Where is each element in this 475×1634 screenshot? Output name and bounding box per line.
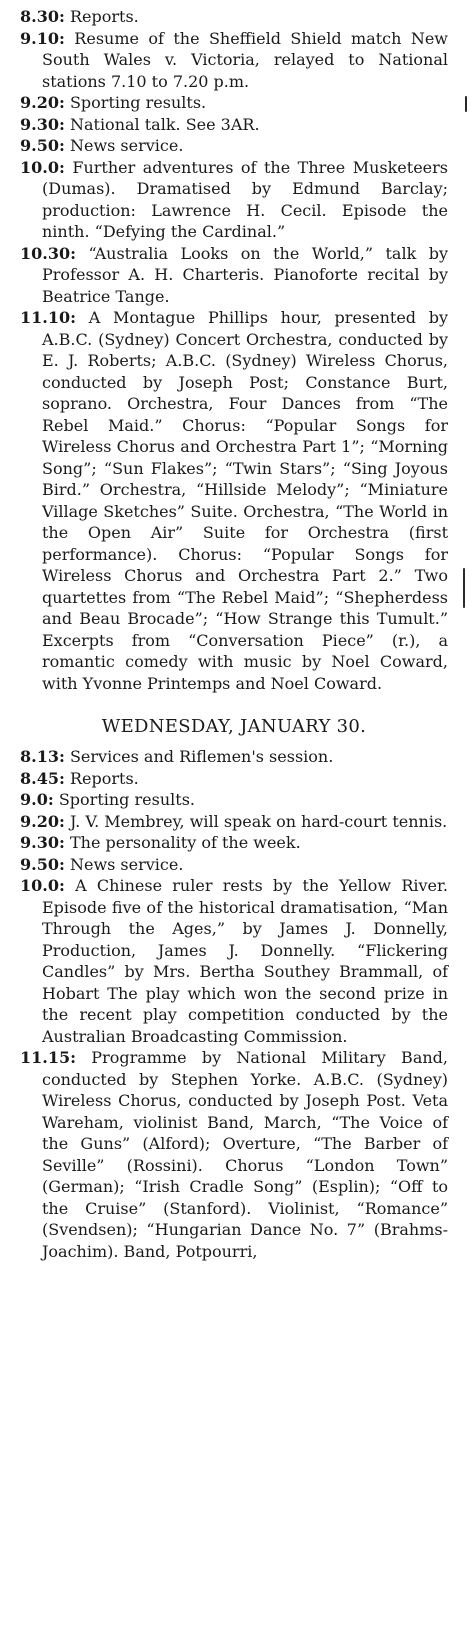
programme-entry [20, 746, 448, 768]
programme-entry [20, 307, 448, 694]
programme-entry [20, 135, 448, 157]
entry-time: 9.50: [20, 854, 65, 874]
entry-text: News service. [69, 136, 184, 155]
entry-text: Sporting results. [58, 790, 195, 809]
tuesday-programme-list [20, 6, 448, 694]
entry-time: 9.20: [20, 93, 65, 112]
entry-time: 10.0: [20, 157, 65, 177]
entry-text: “Australia Looks on the World,” talk by Professor A. H. Charteris. Pianoforte recital by Beatrice Tange. [42, 243, 448, 306]
entry-text: Services and Riflemen's session. [69, 747, 334, 766]
entry-text: Programme by National Military Band, conducted by Stephen Yorke. A.B.C. (Sydney) Wireless Chorus, conducted by Joseph Post. Veta Wareham, violinist Band, March, “The Voice of the Guns” (Alford); Overture, “The Barber of Seville” (Rossini). Chorus “London Town” (German); “Irish Cradle Song” (Esplin); “Off to the Cruise” (Stanford). Violinist, “Romance” (Svendsen); “Hungarian Dance No. 7” (Brahms-Joachim). Band, Potpourri, [42, 1048, 448, 1261]
programme-entry [20, 114, 448, 136]
entry-time: 8.45: [20, 768, 65, 788]
programme-entry [20, 875, 448, 1047]
programme-entry [20, 6, 448, 28]
entry-time: 9.50: [20, 136, 65, 155]
entry-time: 11.15: [20, 1048, 77, 1067]
section-spacer [20, 694, 448, 708]
margin-mark [465, 96, 467, 112]
entry-text: The personality of the week. [69, 833, 301, 852]
margin-mark [463, 568, 465, 608]
programme-column [20, 6, 448, 1262]
entry-time: 9.30: [20, 114, 65, 134]
programme-entry [20, 157, 448, 243]
entry-text: Resume of the Sheffield Shield match New South Wales v. Victoria, relayed to National stations 7.10 to 7.20 p.m. [42, 28, 448, 91]
programme-entry [20, 768, 448, 790]
entry-time: 10.0: [20, 876, 65, 895]
entry-text: Reports. [69, 768, 139, 788]
entry-text: National talk. See 3AR. [69, 114, 260, 134]
programme-entry [20, 789, 448, 811]
entry-text: J. V. Membrey, will speak on hard-court tennis. [69, 811, 448, 831]
entry-text: A Montague Phillips hour, presented by A.B.C. (Sydney) Concert Orchestra, conducted by E. J. Roberts; A.B.C. (Sydney) Wireless Chorus, conducted by Joseph Post; Constance Burt, soprano. Orchestra, Four Dances from “The Rebel Maid.” Chorus: “Popular Songs for Wireless Chorus and Orchestra Part 1”; “Morning Song”; “Sun Flakes”; “Twin Stars”; “Sing Joyous Bird.” Orchestra, “Hillside Melody”; “Miniature Village Sketches” Suite. Orchestra, “The World in the Open Air” Suite for Orchestra (first performance). Chorus: “Popular Songs for Wireless Chorus and Orchestra Part 2.” Two quartettes from “The Rebel Maid”; “Shepherdess and Beau Brocade”; “How Strange this Tumult.” Excerpts from “Conversation Piece” (r.), a romantic comedy with music by Noel Coward, with Yvonne Printemps and Noel Coward. [42, 308, 449, 693]
entry-time: 11.10: [20, 308, 77, 327]
programme-entry [20, 832, 448, 854]
entry-time: 9.10: [20, 28, 65, 48]
wednesday-programme-list [20, 746, 448, 1262]
programme-entry [20, 854, 448, 876]
entry-time: 9.30: [20, 833, 65, 852]
entry-text: Sporting results. [69, 93, 207, 112]
entry-time: 8.30: [20, 7, 65, 26]
entry-text: Reports. [69, 7, 139, 26]
entry-text: A Chinese ruler rests by the Yellow River. Episode five of the historical dramatisation, “Man Through the Ages,” by James J. Donnelly, Production, James J. Donnelly. “Flickering Candles” by Mrs. Bertha Southey Brammall, of Hobart The play which won the second prize in the recent play competition conducted by the Australian Broadcasting Commission. [42, 876, 448, 1046]
day-heading: WEDNESDAY, JANUARY 30. [101, 716, 367, 737]
entry-time: 8.13: [20, 747, 65, 766]
programme-entry [20, 92, 448, 114]
programme-entry [20, 1047, 448, 1262]
programme-entry [20, 28, 448, 93]
programme-entry [20, 243, 448, 308]
entry-text: Further adventures of the Three Musketeers (Dumas). Dramatised by Edmund Barclay; production: Lawrence H. Cecil. Episode the ninth. “Defying the Cardinal.” [42, 157, 448, 241]
entry-time: 9.0: [20, 790, 54, 809]
entry-time: 10.30: [20, 243, 77, 263]
programme-entry [20, 811, 448, 833]
entry-time: 9.20: [20, 811, 65, 831]
entry-text: News service. [69, 854, 184, 874]
